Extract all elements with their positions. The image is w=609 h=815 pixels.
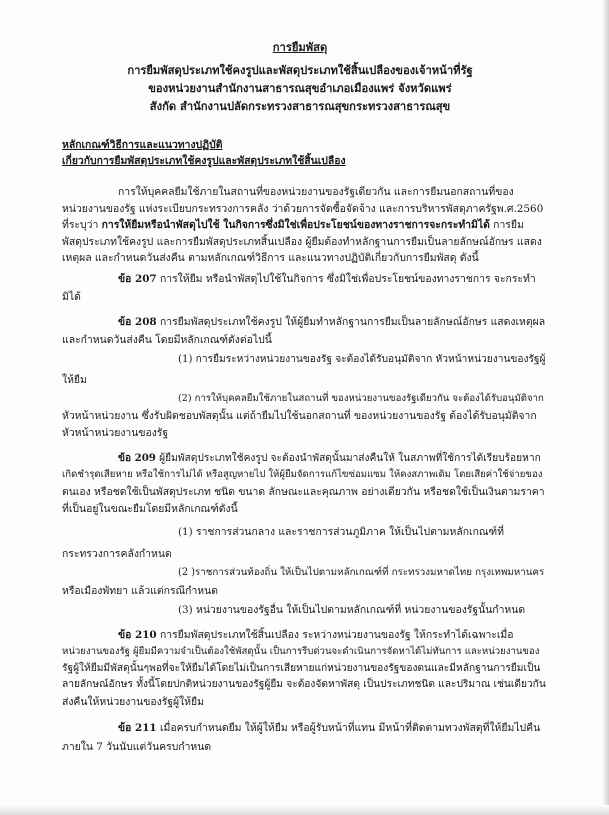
article-210-line-4: ลายลักษณ์อักษร ทั้งนี้โดยปกติหน่วยงานของรัฐผู้ยืม จะต้องจัดหาพัสดุ เป็นประเภทชนิด และปริมาณ เช่นเดียวกัน bbox=[62, 679, 546, 690]
article-209-item-2-line-1: (2 )ราชการส่วนท้องถิ่น ให้เป็นไปตามหลักเกณฑ์ที่ กระทรวงมหาดไทย กรุงเทพมหานคร bbox=[178, 567, 545, 578]
article-208-line-1: การยืมพัสดุประเภทใช้คงรูป ให้ผู้ยืมทำหลักฐานการยืมเป็นลายลักษณ์อักษร แสดงเหตุผล bbox=[159, 316, 546, 328]
subtitle-line-3: สังกัด สำนักงานปลัดกระทรวงสาธารณสุขกระทรวงสาธารณสุข bbox=[149, 99, 451, 113]
article-210-line-2: หน่วยงานของรัฐ ผู้ยืมมีความจำเป็นต้องใช้พัสดุนั้น เป็นการรีบด่วนจะดำเนินการจัดหาได้ไม่ทันการ และหน่วยงานของ bbox=[62, 646, 540, 657]
article-208-item-2-line-2: หัวหน้าหน่วยงาน ซึ่งรับผิดชอบพัสดุนั้น แต่ถ้ายืมไปใช้นอกสถานที่ ของหน่วยงานของรัฐ ต้องได้รับอนุมัติจาก bbox=[62, 410, 537, 422]
intro-line-3 bbox=[62, 218, 524, 232]
intro-line-5: เหตุผล และกำหนดวันส่งคืน ตามหลักเกณฑ์วิธีการ และแนวทางปฏิบัติเกี่ยวกับการยืมพัสดุ ดังนี้ bbox=[62, 252, 479, 264]
article-211 bbox=[118, 721, 540, 735]
article-208-item-2-line-1: (2) การให้บุคคลยืมใช้ภายในสถานที่ ของหน่วยงานของรัฐเดียวกัน จะต้องได้รับอนุมัติจาก bbox=[178, 393, 544, 404]
article-208-item-1-line-1: (1) การยืมระหว่างหน่วยงานของรัฐ จะต้องได้รับอนุมัติจาก หัวหน้าหน่วยงานของรัฐผู้ bbox=[178, 354, 546, 365]
article-207-line-2: มิได้ bbox=[62, 291, 81, 303]
intro-line-3-plain: ที่ระบุว่า bbox=[62, 219, 99, 231]
article-209-item-3-line-1: (3) หน่วยงานของรัฐอื่น ให้เป็นไปตามหลักเกณฑ์ที่ หน่วยงานของรัฐนั้นกำหนด bbox=[178, 604, 526, 616]
article-209-item-1-line-1: (1) ราชการส่วนกลาง และราชการส่วนภูมิภาค ให้เป็นไปตามหลักเกณฑ์ที่ bbox=[178, 526, 504, 538]
article-211-label: ข้อ 211 bbox=[118, 722, 157, 734]
article-210-line-1: การยืมพัสดุประเภทใช้สิ้นเปลือง ระหว่างหน่วยงานของรัฐ ให้กระทำได้เฉพาะเมื่อ bbox=[159, 629, 514, 641]
article-208-line-2: และกำหนดวันส่งคืน โดยมีหลักเกณฑ์ดังต่อไปนี้ bbox=[62, 334, 272, 346]
section-heading-2: เกี่ยวกับการยืมพัสดุประเภทใช้คงรูปและพัสดุประเภทใช้สิ้นเปลือง bbox=[62, 155, 346, 167]
article-210-line-5: ส่งคืนให้หน่วยงานของรัฐผู้ให้ยืม bbox=[62, 696, 204, 708]
article-209-item-2-line-2: หรือเมืองพัทยา แล้วแต่กรณีกำหนด bbox=[62, 585, 218, 597]
scan-edge-bottom bbox=[0, 805, 609, 815]
article-207 bbox=[118, 272, 536, 286]
document-heading: การยืมพัสดุ bbox=[272, 40, 328, 54]
article-209 bbox=[118, 451, 541, 466]
article-208-item-1-line-2: ให้ยืม bbox=[62, 374, 87, 386]
article-210 bbox=[118, 628, 514, 642]
scan-edge-right bbox=[601, 0, 609, 815]
intro-line-3-tail: การยืม bbox=[493, 219, 524, 231]
intro-line-2: หน่วยงานของรัฐ แห่งระเบียบกระทรวงการคลัง ว่าด้วยการจัดซื้อจัดจ้าง และการบริหารพัสดุภาครัฐพ.ศ.2560 bbox=[62, 203, 544, 215]
subtitle-line-1: การยืมพัสดุประเภทใช้คงรูปและพัสดุประเภทใช้สิ้นเปลืองของเจ้าหน้าที่รัฐ bbox=[127, 63, 473, 77]
article-208-label: ข้อ 208 bbox=[118, 316, 157, 328]
article-210-label: ข้อ 210 bbox=[118, 629, 157, 641]
subtitle-line-2: ของหน่วยงานสำนักงานสาธารณสุขอำเภอเมืองแพร่ จังหวัดแพร่ bbox=[148, 81, 452, 95]
article-209-line-1: ผู้ยืมพัสดุประเภทใช้คงรูป จะต้องนำพัสดุนั้นมาส่งคืนให้ ในสภาพที่ใช้การได้เรียบร้อยหาก bbox=[159, 453, 541, 464]
article-209-line-2: เกิดชำรุดเสียหาย หรือใช้การไม่ได้ หรือสูญหายไป ให้ผู้ยืมจัดการแก้ไขซ่อมแซม ให้คงสภาพเดิม โดยเสียค่าใช้จ่ายของ bbox=[62, 469, 543, 480]
article-209-label: ข้อ 209 bbox=[118, 452, 156, 464]
section-heading-1: หลักเกณฑ์วิธีการและแนวทางปฏิบัติ bbox=[62, 139, 223, 151]
intro-line-4: พัสดุประเภทใช้คงรูป และการยืมพัสดุประเภทสิ้นเปลือง ผู้ยืมต้องทำหลักฐานการยืมเป็นลายลักษณ์อักษร แสดง bbox=[62, 236, 542, 248]
article-209-line-3: ตนเอง หรือชดใช้เป็นพัสดุประเภท ชนิด ขนาด ลักษณะและคุณภาพ อย่างเดียวกัน หรือชดใช้เป็นเงินตามราคา bbox=[62, 486, 545, 498]
article-210-line-3: รัฐผู้ให้ยืมมีพัสดุนั้นๆพอที่จะให้ยืมได้โดยไม่เป็นการเสียหายแก่หน่วยงานของรัฐของตนและมีหลักฐานการยืมเป็น bbox=[62, 663, 541, 674]
article-208 bbox=[118, 315, 545, 329]
intro-line-1: การให้บุคคลยืมใช้ภายในสถานที่ของหน่วยงานของรัฐเดียวกัน และการยืมนอกสถานที่ของ bbox=[118, 186, 514, 198]
article-209-item-1-line-2: กระทรวงการคลังกำหนด bbox=[62, 548, 172, 560]
article-207-label: ข้อ 207 bbox=[118, 273, 157, 285]
article-211-line-1: เมื่อครบกำหนดยืม ให้ผู้ให้ยืม หรือผู้รับหน้าที่แทน มีหน้าที่ติดตามทวงพัสดุที่ให้ยืมไปคืน bbox=[159, 722, 541, 734]
article-208-item-2-line-3: หัวหน้าหน่วยงานของรัฐ bbox=[62, 427, 169, 439]
article-211-line-2: ภายใน 7 วันนับแต่วันครบกำหนด bbox=[62, 741, 212, 753]
intro-line-3-bold: การให้ยืมหรือนำพัสดุไปใช้ ในกิจการซึ่งมิใช่เพื่อประโยชน์ของทางราชการจะกระทำมิได้ bbox=[101, 219, 490, 231]
article-209-line-4: ที่เป็นอยู่ในขณะยืมโดยมีหลักเกณฑ์ดังนี้ bbox=[62, 503, 238, 515]
article-207-line-1: การให้ยืม หรือนำพัสดุไปใช้ในกิจการ ซึ่งมิใช่เพื่อประโยชน์ของทางราชการ จะกระทำ bbox=[159, 273, 536, 285]
